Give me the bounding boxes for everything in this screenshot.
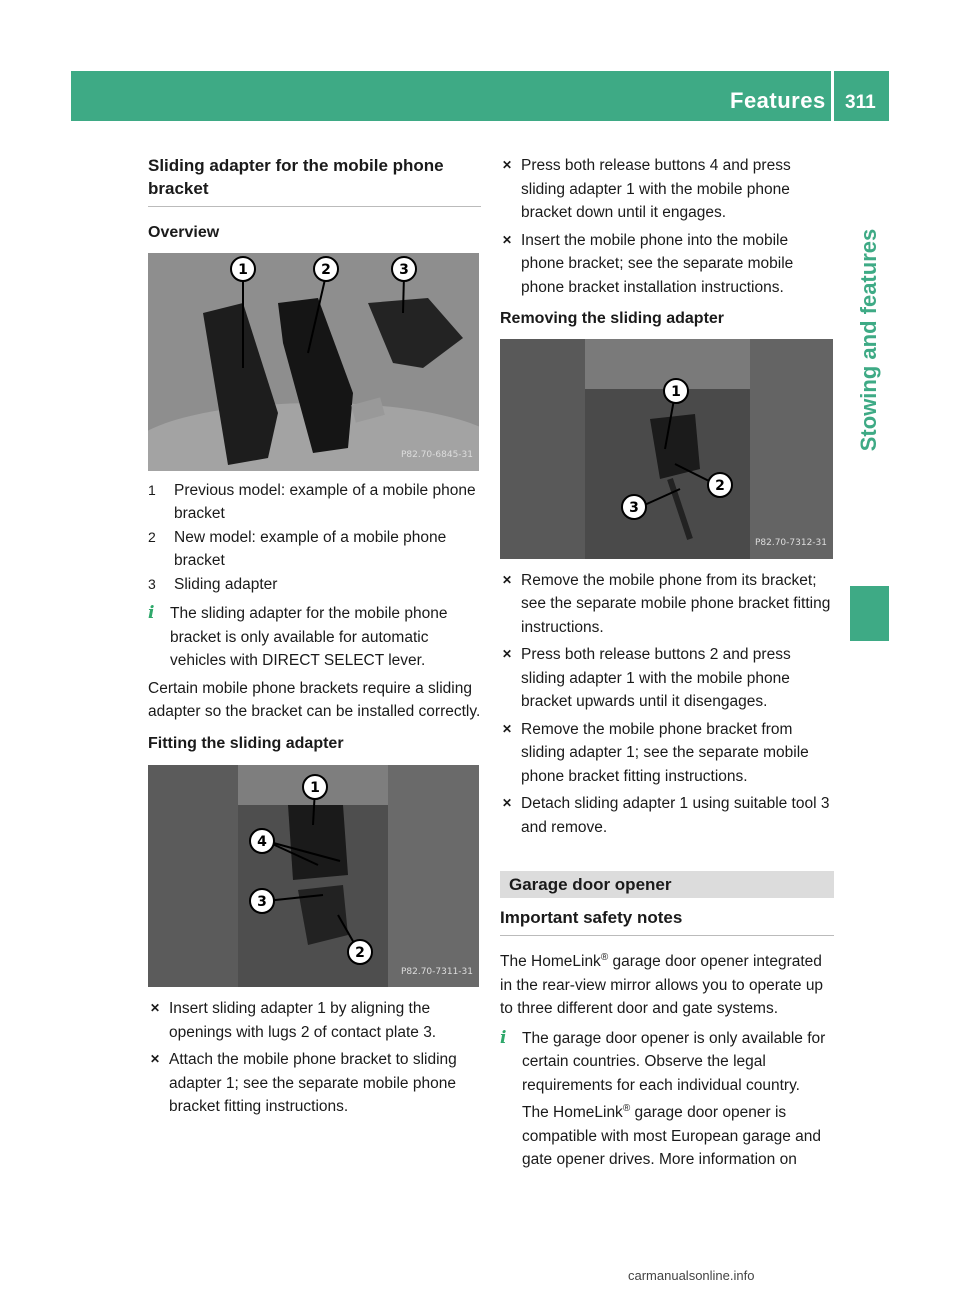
step-text: Remove the mobile phone from its bracket; see the separate mobile phone bracket fitting instructions. — [521, 571, 831, 636]
para-pre: The — [522, 1104, 549, 1121]
info-note — [148, 602, 481, 673]
svg-text:1: 1 — [238, 261, 248, 278]
svg-text:1: 1 — [310, 780, 320, 796]
legend-text: Previous model: example of a mobile phone bracket — [174, 481, 476, 522]
info-note-text: The sliding adapter for the mobile phone bracket is only available for automatic vehicles with DIRECT SELECT lever. — [170, 605, 448, 669]
legend-item — [148, 526, 481, 573]
watermark: carmanualsonline.info — [628, 1268, 755, 1283]
section-title: Features — [730, 88, 826, 113]
para-post: garage door opener integrated in the rear-view mirror allows you to operate up to three different door and gate systems. — [500, 953, 824, 1017]
figure-removing — [500, 339, 833, 559]
step-arrow-icon: ✕ — [150, 1052, 161, 1066]
instruction-step — [148, 1048, 481, 1119]
figure-overview — [148, 253, 479, 471]
fitting-illustration — [148, 765, 479, 987]
step-text: Detach sliding adapter 1 using suitable tool 3 and remove. — [521, 795, 830, 836]
step-text: Press both release buttons 2 and press sliding adapter 1 with the mobile phone bracket upwards until it disengages. — [521, 646, 791, 710]
step-text: Press both release buttons 4 and press sliding adapter 1 with the mobile phone bracket down until it engages. — [521, 157, 791, 221]
intro-paragraph: Certain mobile phone brackets require a sliding adapter so the bracket can be installed correctly. — [148, 679, 481, 720]
step-text: Remove the mobile phone bracket from sliding adapter 1; see the separate mobile phone bracket fitting instructions. — [521, 720, 809, 785]
info-note-text-2 — [522, 1101, 834, 1172]
header-separator — [831, 71, 834, 121]
step-text: Insert sliding adapter 1 by aligning the openings with lugs 2 of contact plate 3. — [169, 1000, 437, 1041]
fitting-heading: Fitting the sliding adapter — [148, 734, 344, 752]
step-arrow-icon: ✕ — [502, 158, 513, 172]
step-arrow-icon: ✕ — [502, 721, 513, 736]
instruction-step — [148, 997, 481, 1044]
svg-text:2: 2 — [321, 261, 331, 278]
svg-text:2: 2 — [715, 477, 725, 494]
svg-text:3: 3 — [629, 499, 639, 516]
figure-code: P82.70-7311-31 — [400, 966, 473, 977]
info-icon: i — [500, 1027, 507, 1048]
left-column — [148, 154, 481, 1119]
side-tab-label: Stowing and features — [856, 228, 881, 452]
legend-text: New model: example of a mobile phone bracket — [174, 528, 447, 569]
info-icon: i — [148, 603, 155, 623]
step-arrow-icon: ✕ — [150, 1001, 161, 1015]
overview-heading: Overview — [148, 224, 220, 241]
step-arrow-icon: ✕ — [502, 572, 513, 587]
registered-mark: ® — [600, 951, 609, 963]
instruction-step — [500, 229, 834, 300]
info-note-text: The garage door opener is only available for certain countries. Observe the legal requirements for each individual country. — [522, 1029, 826, 1094]
info2-post: garage door opener is compatible with most European garage and gate opener drives. More information on — [522, 1104, 821, 1168]
brackets-illustration — [148, 253, 479, 471]
svg-text:4: 4 — [257, 834, 267, 850]
para-pre: The — [500, 953, 527, 970]
homelink-paragraph — [500, 950, 834, 1021]
section-heading: Sliding adapter for the mobile phone bracket — [148, 154, 481, 207]
legend-number: 1 — [148, 481, 156, 498]
svg-text:3: 3 — [399, 261, 409, 278]
figure-code: P82.70-7312-31 — [754, 538, 827, 548]
removing-heading: Removing the sliding adapter — [500, 310, 725, 327]
svg-text:2: 2 — [355, 945, 365, 961]
brand-name: HomeLink — [531, 953, 601, 970]
legend-item — [148, 573, 481, 597]
step-text: Insert the mobile phone into the mobile phone bracket; see the separate mobile phone bracket installation instructions. — [521, 231, 794, 296]
legend-item — [148, 479, 481, 526]
legend-text: Sliding adapter — [174, 575, 278, 593]
instruction-step — [500, 792, 834, 839]
figure-code: P82.70-6845-31 — [400, 450, 473, 460]
instruction-step — [500, 569, 834, 640]
step-arrow-icon: ✕ — [502, 647, 513, 661]
svg-text:3: 3 — [257, 894, 267, 910]
figure-fitting — [148, 765, 479, 987]
removing-illustration — [500, 339, 833, 559]
svg-text:1: 1 — [671, 383, 681, 400]
step-text: Attach the mobile phone bracket to sliding adapter 1; see the separate mobile phone bracket fitting instructions. — [169, 1051, 457, 1115]
legend-number: 3 — [148, 575, 156, 592]
page-number: 311 — [845, 92, 876, 113]
step-arrow-icon: ✕ — [502, 232, 513, 247]
registered-mark: ® — [622, 1102, 631, 1114]
side-tab-marker — [850, 586, 889, 641]
instruction-step — [500, 154, 834, 225]
garage-heading: Garage door opener — [500, 871, 834, 898]
info-note — [500, 1027, 834, 1172]
right-column — [500, 154, 834, 1172]
instruction-step — [500, 643, 834, 714]
safety-heading: Important safety notes — [500, 906, 834, 936]
step-arrow-icon: ✕ — [502, 796, 513, 810]
instruction-step — [500, 718, 834, 789]
brand-name: HomeLink — [553, 1104, 623, 1121]
legend-number: 2 — [148, 528, 156, 545]
